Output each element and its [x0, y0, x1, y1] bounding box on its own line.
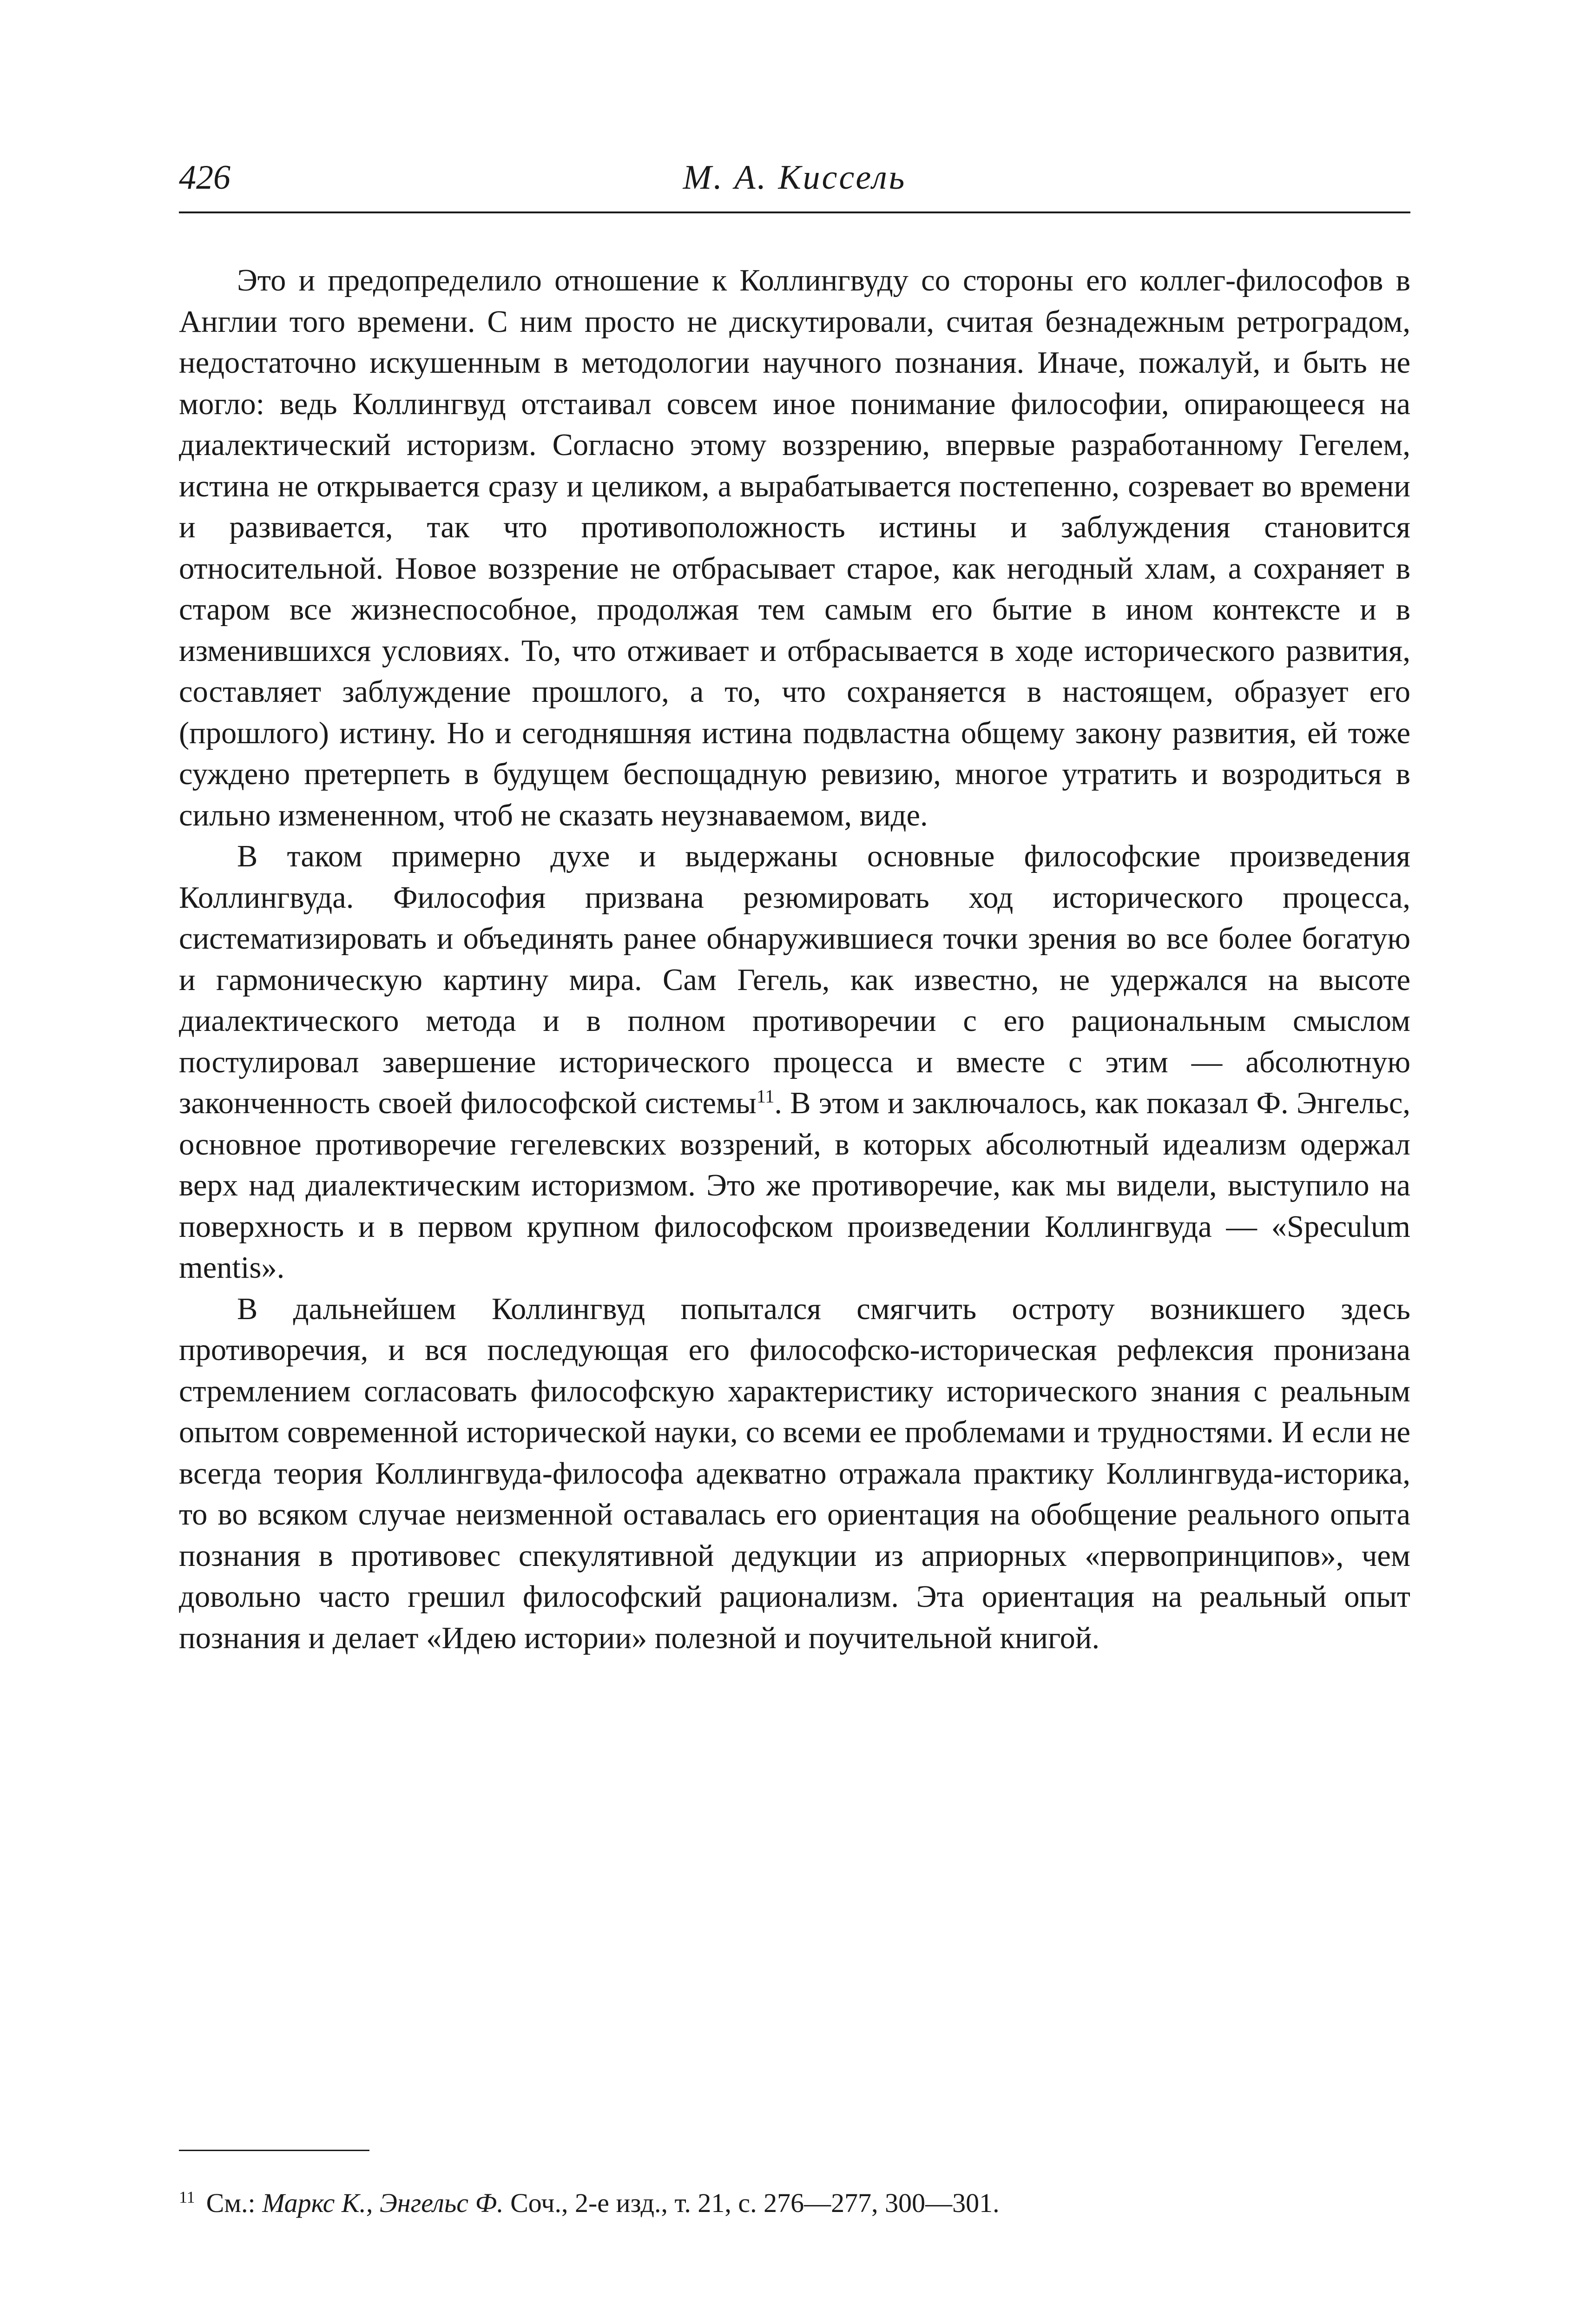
footnote-prefix: См.:	[206, 2188, 263, 2218]
page-number: 426	[179, 158, 230, 197]
paragraph-3: В дальнейшем Коллингвуд попытался смягчить остроту возникшего здесь противоречия, и вся последующая его философско-историческая рефлексия пронизана стремлением согласовать философскую характеристику исторического знания с реальным опытом современной исторической науки, со всеми ее проблемами и трудностями. И если не всегда теория Коллингвуда-философа адекватно отражала практику Коллингвуда-историка, то во всяком случае неизменной оставалась его ориентация на обобщение реального опыта познания в противовес спекулятивной дедукции из априорных «первопринципов», чем довольно часто грешил философский рационализм. Эта ориентация на реальный опыт познания и делает «Идею истории» полезной и поучительной книгой.	[179, 1292, 1410, 1655]
paragraph-1: Это и предопределило отношение к Коллингвуду со стороны его коллег-философов в Англии того времени. С ним просто не дискутировали, считая безнадежным ретроградом, недостаточно искушенным в методологии научного познания. Иначе, пожалуй, и быть не могло: ведь Коллингвуд отстаивал совсем иное понимание философии, опирающееся на диалектический историзм. Согласно этому воззрению, впервые разработанному Гегелем, истина не открывается сразу и целиком, а вырабатывается постепенно, созревает во времени и развивается, так что противоположность истины и заблуждения становится относительной. Новое воззрение не отбрасывает старое, как негодный хлам, а сохраняет в старом все жизнеспособное, продолжая тем самым его бытие в ином контексте и в изменившихся условиях. То, что отживает и отбрасывается в ходе исторического развития, составляет заблуждение прошлого, а то, что сохраняется в настоящем, образует его (прошлого) истину. Но и сегодняшняя истина подвластна общему закону развития, ей тоже суждено претерпеть в будущем беспощадную ревизию, многое утратить и возродиться в сильно измененном, чтоб не сказать неузнаваемом, виде.	[179, 264, 1410, 832]
footnote-rule	[179, 2150, 369, 2151]
footnote-reference: 11	[756, 1085, 775, 1107]
footnote-authors: Маркс К., Энгельс Ф.	[262, 2188, 504, 2218]
running-head: М. А. Киссель	[683, 158, 907, 197]
body-text	[179, 260, 1410, 1659]
paragraph-2-text-b: . В этом и заключалось, как показал Ф. Энгельс, основное противоречие гегелевских воззрений, в которых абсолютный идеализм одержал верх над диалектическим историзмом. Это же противоречие, как мы видели, выступило на поверхность и в первом крупном философском произведении Коллингвуда — «Speculum mentis».	[179, 1086, 1410, 1285]
footnote-citation: Соч., 2-е изд., т. 21, с. 276—277, 300—301.	[503, 2188, 1000, 2218]
footnote-mark: 11	[179, 2187, 195, 2206]
header-rule	[179, 211, 1410, 213]
paragraph-2	[179, 836, 1410, 1289]
page-header	[179, 149, 1410, 218]
paragraph-2-text-a: В таком примерно духе и выдержаны основные философские произведения Коллингвуда. Философия призвана резюмировать ход исторического процесса, систематизировать и объединять ранее обнаружившиеся точки зрения во все более богатую и гармоническую картину мира. Сам Гегель, как известно, не удержался на высоте диалектического метода и в полном противоречии с его рациональным смыслом постулировал завершение исторического процесса и вместе с этим — абсолютную законченность своей философской системы	[179, 839, 1410, 1120]
footnote	[179, 2185, 1410, 2222]
